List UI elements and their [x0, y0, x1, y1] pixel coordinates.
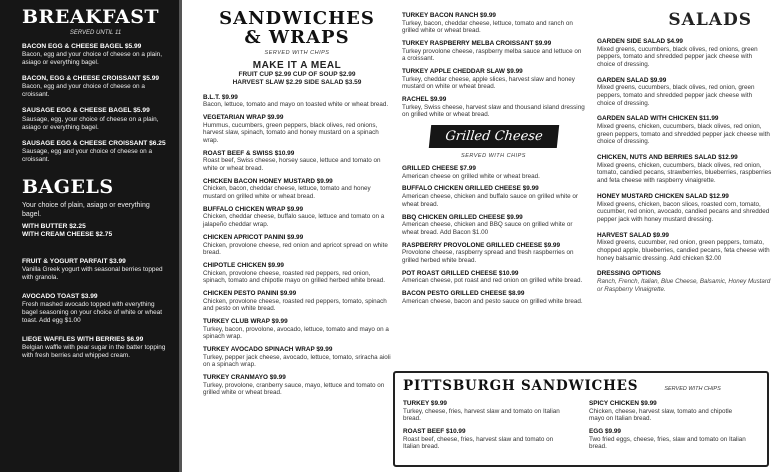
menu-item: [402, 96, 585, 119]
item-name: AVOCADO TOAST $3.99: [22, 292, 98, 300]
item-name: POT ROAST GRILLED CHEESE $10.99: [402, 269, 519, 277]
salads-title: SALADS: [668, 10, 752, 30]
menu-item: [403, 400, 571, 423]
item-name: SPICY CHICKEN $9.99: [589, 400, 657, 407]
item-name: LIEGE WAFFLES WITH BERRIES $6.99: [22, 336, 144, 344]
item-name: ROAST BEEF & SWISS $10.99: [203, 149, 295, 157]
item-description: American cheese, bacon and pesto sauce on grilled white bread.: [402, 297, 583, 305]
item-description: Mixed greens, chicken, bacon slices, roasted corn, tomato, cucumber, red onion, avocado, candied pecans and shredded pepper jack with honey mustard dressing.: [597, 200, 770, 223]
item-name: BBQ CHICKEN GRILLED CHEESE $9.99: [402, 213, 523, 221]
item-description: Sausage, egg, your choice of cheese on a plain, asiago or everything bagel.: [22, 115, 159, 131]
menu-item: [203, 94, 391, 109]
menu-item: [203, 150, 391, 173]
pittsburgh-sandwiches-box: [393, 371, 769, 467]
item-name: TURKEY CLUB WRAP $9.99: [203, 317, 288, 325]
item-name: GARDEN SIDE SALAD $4.99: [597, 38, 683, 45]
bagels-heading: BAGELS: [22, 175, 114, 198]
turkey-grilled-cheese-section: [402, 12, 585, 310]
menu-item: [589, 400, 749, 423]
menu-item: [203, 290, 391, 313]
item-description: Turkey, Swiss cheese, harvest slaw and thousand island dressing on grilled white or wheat bread.: [402, 103, 585, 119]
item-description: Two fried eggs, cheese, fries, slaw and tomato on Italian bread.: [589, 435, 746, 451]
menu-item: [203, 262, 391, 285]
item-description: Turkey, pepper jack cheese, avocado, lettuce, tomato, sriracha aioli on a spinach wrap.: [203, 353, 391, 369]
meal-options-line2: HARVEST SLAW $2.29 SIDE SALAD $3.59: [232, 79, 362, 87]
item-name: GRILLED CHEESE $7.99: [402, 165, 476, 173]
menu-item: [203, 318, 391, 341]
menu-item: [203, 178, 391, 201]
menu-item: [402, 214, 585, 237]
menu-item: [402, 165, 585, 180]
pittsburgh-title: PITTSBURGH SANDWICHES: [403, 378, 639, 394]
item-name: HARVEST SALAD $9.99: [597, 231, 669, 239]
item-name: FRUIT & YOGURT PARFAIT $3.99: [22, 257, 126, 265]
item-description: Roast beef, Swiss cheese, horsey sauce, lettuce and tomato on white or wheat bread.: [203, 157, 381, 173]
item-name: CHICKEN, NUTS AND BERRIES SALAD $12.99: [597, 154, 738, 162]
menu-item: [402, 40, 585, 63]
sandwiches-section: [203, 10, 391, 402]
menu-item: [403, 428, 571, 451]
item-description: Mixed greens, cucumber, red onion, green peppers, tomato, chopped apple, blueberries, candied pecans, feta cheese with honey balsamic dressing. Add chicken $2.00: [597, 239, 770, 262]
item-name: B.L.T. $9.99: [203, 93, 238, 101]
menu-item: [597, 38, 772, 69]
item-description: Mixed greens, cucumbers, black olives, red onion, green peppers, tomato and shredded pepper jack cheese with choice of dressing.: [597, 84, 755, 107]
menu-item: [203, 234, 391, 257]
item-name: TURKEY $9.99: [403, 400, 447, 407]
menu-item: [22, 258, 169, 282]
sandwiches-title-line1: SANDWICHES: [219, 8, 375, 29]
bagels-description: Your choice of plain, asiago or everything bagel.: [22, 201, 150, 219]
menu-item: [203, 114, 391, 145]
item-description: Bacon, egg and your choice of cheese on a croissant.: [22, 83, 145, 99]
item-description: Chicken, provolone cheese, red onion and apricot spread on white bread.: [203, 241, 388, 257]
dressing-options: [597, 270, 772, 293]
sandwiches-served-note: SERVED WITH CHIPS: [264, 49, 330, 56]
menu-item: [402, 270, 585, 285]
bagel-cream-cheese-price: WITH CREAM CHEESE $2.75: [22, 231, 113, 239]
item-name: GARDEN SALAD $9.99: [597, 76, 667, 84]
grilled-cheese-banner: [428, 125, 558, 148]
item-name: SAUSAGE EGG & CHEESE CROISSANT $6.25: [22, 139, 166, 147]
item-description: Bacon, egg and your choice of cheese on a plain, asiago or everything bagel.: [22, 51, 162, 67]
item-description: Mixed greens, chicken, cucumbers, black olives, red onion, tomato, candied pecans, strawberries, blueberries, raspberries and feta cheese with raspberry vinaigrette.: [597, 161, 772, 185]
item-name: HONEY MUSTARD CHICKEN SALAD $12.99: [597, 192, 729, 200]
item-name: TURKEY BACON RANCH $9.99: [402, 12, 496, 19]
menu-item: [597, 77, 772, 108]
item-name: TURKEY RASPBERRY MELBA CROISSANT $9.99: [402, 40, 552, 48]
menu-item: [597, 232, 772, 263]
item-description: Fresh mashed avocado topped with everything bagel seasoning on your choice of white or wheat toast. Add egg $1.00: [22, 301, 162, 325]
item-name: CHICKEN APRICOT PANINI $9.99: [203, 233, 304, 241]
item-description: Turkey, bacon, provolone, avocado, lettuce, tomato and mayo on a spinach wrap.: [203, 325, 389, 341]
item-description: Bacon, lettuce, tomato and mayo on toasted white or wheat bread.: [203, 101, 389, 109]
item-name: GARDEN SALAD WITH CHICKEN $11.99: [597, 115, 719, 123]
item-name: EGG $9.99: [589, 428, 621, 436]
item-description: Chicken, provolone cheese, roasted red peppers, tomato, spinach and pesto on white bread.: [203, 297, 387, 313]
menu-item: [589, 428, 749, 451]
item-name: ROAST BEEF $10.99: [403, 428, 466, 436]
bagel-butter-price: WITH BUTTER $2.25: [22, 223, 86, 231]
item-description: American cheese on grilled white or wheat bread.: [402, 172, 540, 180]
item-description: Chicken, bacon, cheddar cheese, lettuce, tomato and honey mustard on grilled white or wheat bread.: [203, 185, 371, 201]
breakfast-bagels-panel: [0, 0, 182, 472]
grilled-cheese-title: Grilled Cheese: [444, 129, 543, 145]
item-name: BACON PESTO GRILLED CHEESE $8.99: [402, 289, 525, 297]
meal-options-line1: FRUIT CUP $2.99 CUP OF SOUP $2.99: [238, 70, 356, 78]
make-it-a-meal-title: MAKE IT A MEAL: [252, 59, 342, 71]
dressing-options-title: DRESSING OPTIONS: [597, 270, 661, 278]
item-name: CHIPOTLE CHICKEN $9.99: [203, 261, 284, 269]
item-description: Turkey, cheese, fries, harvest slaw and tomato on Italian bread.: [403, 407, 560, 423]
item-description: Mixed greens, cucumbers, black olives, red onions, green peppers, tomato and shredded pepper jack cheese with choice of dressing.: [597, 45, 758, 69]
grilled-cheese-served-note: SERVED WITH CHIPS: [461, 153, 526, 160]
item-description: Turkey provolone cheese, raspberry melba sauce and lettuce on a croissant.: [402, 47, 582, 63]
menu-item: [22, 43, 169, 67]
item-description: Turkey, bacon, cheddar cheese, lettuce, tomato and ranch on grilled white or wheat bread.: [402, 19, 573, 35]
menu-item: [597, 115, 772, 146]
menu-item: [22, 336, 169, 360]
item-name: TURKEY AVOCADO SPINACH WRAP $9.99: [203, 345, 333, 353]
item-description: Turkey, provolone, cranberry sauce, mayo, lettuce and tomato on grilled white or wheat bread.: [203, 381, 385, 397]
menu-item: [597, 193, 772, 224]
item-name: BACON, EGG & CHEESE CROISSANT $5.99: [22, 75, 160, 83]
item-name: RASPBERRY PROVOLONE GRILLED CHEESE $9.99: [402, 241, 561, 249]
item-name: SAUSAGE EGG & CHEESE BAGEL $5.99: [22, 107, 150, 115]
dressing-options-list: Ranch, French, Italian, Blue Cheese, Balsamic, Honey Mustard or Raspberry Vinaigrette.: [597, 277, 771, 293]
item-description: Chicken, cheddar cheese, buffalo sauce, lettuce and tomato on a jalapeño cheddar wrap.: [203, 213, 385, 229]
item-description: Chicken, provolone cheese, roasted red peppers, red onion, spinach, tomato and chipotle mayo on grilled herbed white bread.: [203, 269, 386, 285]
item-description: Hummus, cucumbers, green peppers, black olives, red onions, harvest slaw, spinach, tomato and honey mustard on a spinach wrap.: [203, 121, 379, 145]
item-description: American cheese, chicken and buffalo sauce on grilled white or wheat bread.: [402, 193, 578, 208]
breakfast-heading: BREAKFAST: [22, 6, 160, 28]
menu-item: [203, 374, 391, 397]
item-name: TURKEY APPLE CHEDDAR SLAW $9.99: [402, 68, 523, 76]
item-name: BUFFALO CHICKEN WRAP $9.99: [203, 205, 304, 213]
menu-item: [402, 290, 585, 305]
item-name: BUFFALO CHICKEN GRILLED CHEESE $9.99: [402, 185, 539, 193]
item-description: Turkey, cheddar cheese, apple slices, harvest slaw and honey mustard on white or wheat bread.: [402, 75, 575, 91]
item-description: Belgian waffle with pear sugar in the batter topping with fresh berries and whipped cream.: [22, 344, 166, 360]
item-description: Sausage, egg and your choice of cheese on a croissant.: [22, 147, 153, 163]
menu-item: [402, 12, 585, 35]
menu-item: [22, 293, 169, 325]
item-description: Mixed greens, chicken, cucumbers, black olives, red onion, green peppers, tomato and shredded pepper jack cheese with choice of dressing.: [597, 123, 770, 146]
menu-item: [203, 206, 391, 229]
item-name: CHICKEN PESTO PANINI $9.99: [203, 289, 297, 297]
item-name: RACHEL $9.99: [402, 96, 447, 104]
item-description: American cheese, pot roast and red onion on grilled white bread.: [402, 277, 583, 285]
menu-item: [402, 68, 585, 91]
item-name: VEGETARIAN WRAP $9.99: [203, 114, 284, 122]
menu-item: [22, 140, 169, 164]
salads-section: [597, 10, 772, 301]
menu-item: [22, 107, 169, 131]
menu-item: [402, 242, 585, 265]
item-name: TURKEY CRANMAYO $9.99: [203, 373, 286, 381]
item-description: American cheese, chicken and BBQ sauce on grilled white or wheat bread. Add Bacon $1.00: [402, 221, 573, 236]
item-name: CHICKEN BACON HONEY MUSTARD $9.99: [203, 177, 333, 185]
menu-item: [597, 154, 772, 185]
pittsburgh-served-note: SERVED WITH CHIPS: [664, 386, 721, 392]
menu-item: [402, 185, 585, 208]
pittsburgh-left-column: [403, 400, 581, 456]
item-description: Vanilla Greek yogurt with seasonal berries topped with granola.: [22, 265, 163, 281]
item-description: Roast beef, cheese, fries, harvest slaw and tomato on Italian bread.: [403, 435, 554, 451]
pittsburgh-right-column: [581, 400, 759, 456]
item-description: Provolone cheese, raspberry spread and fresh raspberries on grilled herbed white bread.: [402, 249, 574, 264]
breakfast-served-note: SERVED UNTIL 11: [69, 30, 122, 36]
item-description: Chicken, cheese, harvest slaw, tomato and chipotle mayo on Italian bread.: [589, 407, 733, 423]
sandwiches-title-line2: & WRAPS: [244, 26, 350, 48]
item-name: BACON EGG & CHEESE BAGEL $5.99: [22, 43, 142, 50]
menu-item: [22, 75, 169, 99]
menu-item: [203, 346, 391, 369]
